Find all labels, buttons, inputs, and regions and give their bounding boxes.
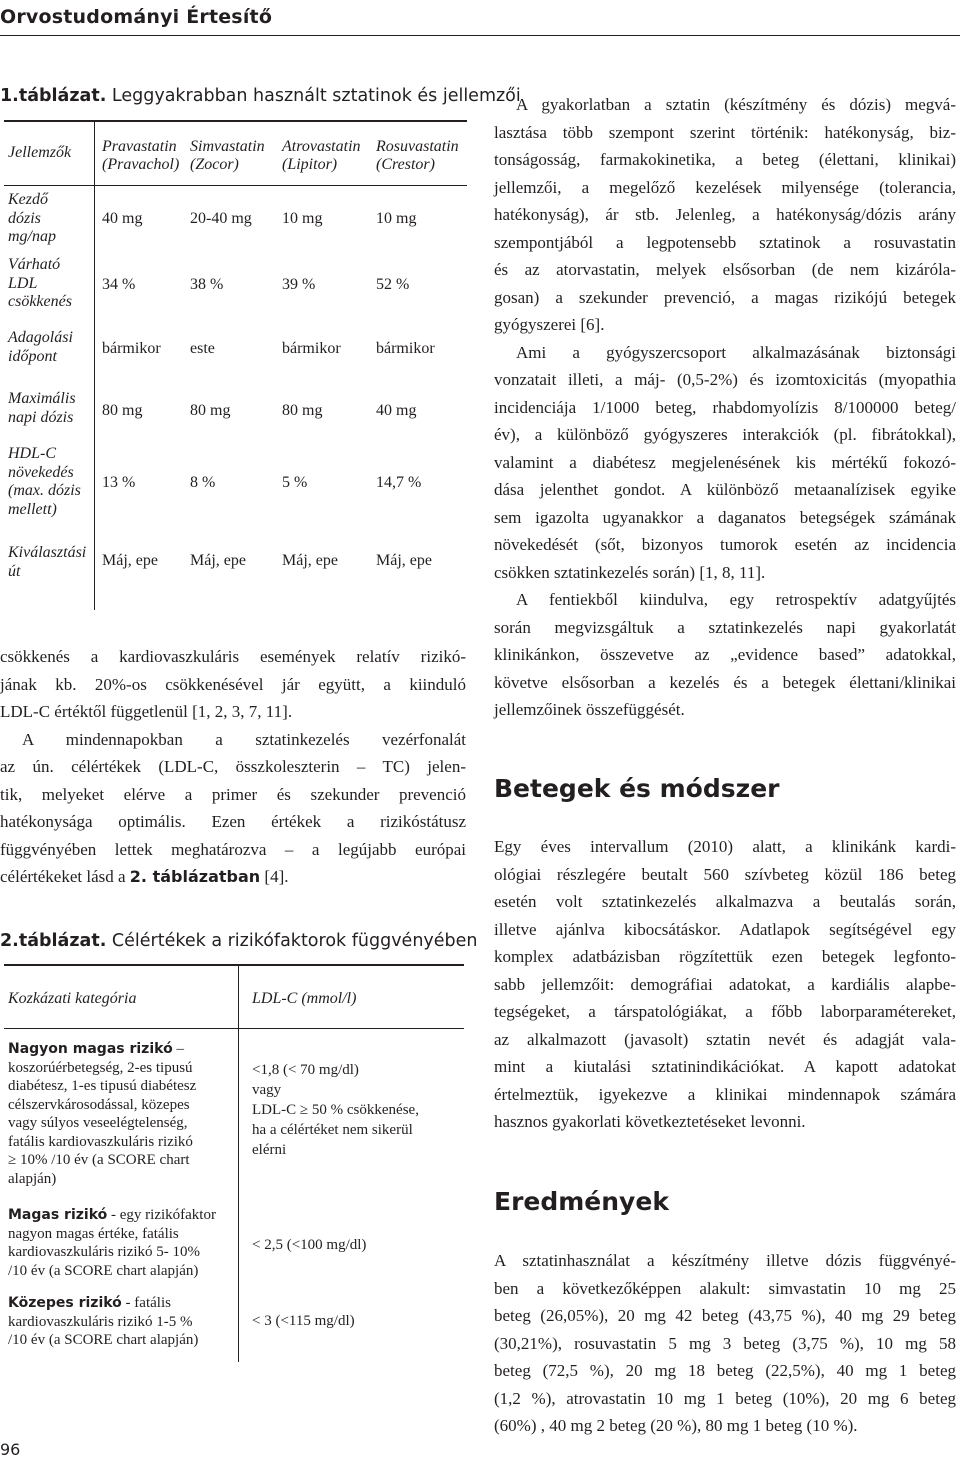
table1-cell: este — [190, 340, 215, 357]
table1-cell: 10 mg — [376, 210, 417, 227]
table1-cell: 40 mg — [102, 210, 143, 227]
table1-cell: 34 % — [102, 276, 136, 293]
table1-header-rule — [4, 185, 467, 186]
table2-header-rule — [4, 1028, 464, 1029]
table1-cell: Máj, epe — [102, 552, 158, 569]
table2-column-divider — [238, 966, 239, 1362]
table2-caption-label: 2.táblázat. — [0, 931, 107, 951]
table1-row-label: Adagolási időpont — [8, 329, 73, 365]
table1-caption-text: Leggyakrabban használt sztatinok és jellemzői — [106, 86, 521, 106]
table2-caption — [0, 931, 478, 951]
table1-row-label: Kezdő dózis mg/nap — [8, 191, 56, 245]
table1-row-label: HDL-C növekedés (max. dózis mellett) — [8, 445, 81, 518]
right-body-methods: Egy éves intervallum (2010) alatt, a klinikánk kardi- ológiai részlegére beutalt 560 szívbeteg közül 186 beteg esetén volt sztatinkezelés alkalmazva a beutalás során, illetve ajánlva kibocsátáskor. Adatlapok segítségével egy komplex adatbázisban rögzítettük ezen betegek legfonto- sabb jellemzőit: demográfiai adatokat, a kardiális alapbe- tegségeket, a társpatológiákat, a főbb laborparamétereket, az alkalmazott (javasolt) sztatin nevét és adagját vala- mint a kiutalási sztatinindikációkat. A kapott adatokat értelmeztük, igyekezve a klinikai mindennapok számára hasznos gyakorlati következtetéseket levonni. — [494, 837, 956, 1131]
table2-value-high: < 2,5 (<100 mg/dl) — [252, 1237, 367, 1253]
table2-col-header-category: Kozkázati kategória — [8, 990, 137, 1007]
section-heading-results: Eredmények — [494, 1187, 669, 1216]
right-body-results: A sztatinhasználat a készítmény illetve dózis függvényé- ben a következőképpen alakult: simvastatin 10 mg 25 beteg (26,05%), 20 mg 42 beteg (43,75 %), 40 mg 29 beteg (30,21%), rosuvastatin 5 mg 3 beteg (3,75 %), 10 mg 58 beteg (72,5 %), 20 mg 18 beteg (22,5%), 40 mg 1 beteg (1,2 %), atrovastatin 10 mg 1 beteg (10%), 20 mg 6 beteg (60%) , 40 mg 2 beteg (20 %), 80 mg 1 beteg (10 %). — [494, 1251, 956, 1435]
table1-cell: 8 % — [190, 474, 216, 491]
table2-category-high: Magas rizikó - egy rizikófaktor nagyon magas értéke, fatális kardiovaszkuláris rizikó 5- 10% /10 év (a SCORE chart alapján) — [8, 1207, 216, 1279]
table2-caption-text: Célértékek a rizikófaktorok függvényében — [106, 931, 478, 951]
table2-category-very-high: Nagyon magas rizikó – koszorúérbetegség, 2-es tipusú diabétesz, 1-es tipusú diabétesz célszervkárosodással, közepes vagy súlyos veseelégtelenség, fatális kardiovaszkuláris rizikó ≥ 10% /10 év (a SCORE chart alapján) — [8, 1041, 197, 1187]
table1-column-divider — [94, 122, 95, 610]
table2-category-medium: Közepes rizikó - fatális kardiovaszkuláris rizikó 1-5 % /10 év (a SCORE chart alapján) — [8, 1295, 199, 1348]
right-body-intro: A gyakorlatban a sztatin (készítmény és dózis) megvá- lasztása több szempont szerint történik: hatékonyság, biz- tonságosság, farmakokinetika, a beteg (élettani, klinikai) jellemzői, a megelőző kezelések milyensége (tolerancia, hatékonyság), ár stb. Jelenleg, a hatékonyság/dózis arány szempontjából a legpotensebb sztatinok a rosuvastatin és az atorvastatin, melyek elsősorban (de nem kizáróla- gosan) a szekunder prevenció, a magas rizikójú betegek gyógyszerei [6]. Ami a gyógyszercsoport alkalmazásának biztonsági vonzatait illeti, a máj- (0,5-2%) és izomtoxicitás (myopathia incidenciája 1/1000 beteg, rhabdomyolízis 8/100000 beteg/ év), a különböző gyógyszeres interakciók (pl. fibrátokkal), valamint a diabétesz megjelenésének kis mértékű fokozó- dása jelenthet gondot. A különböző metaanalízisek egyike sem igazolta ugyanakkor a daganatos betegségek számának növekedését (sőt, bizonyos tumorok esetén az incidencia csökken sztatinkezelés során) [1, 8, 11]. A fentiekből kiindulva, egy retrospektív adatgyűjtés során megvizsgáltuk a sztatinkezelés napi gyakorlatát klinikánkon, összevetve az „evidence based” adatokkal, követve elsősorban a kezelés és a betegek élettani/klinikai jellemzőinek összefüggését. — [494, 95, 956, 719]
page-number: 96 — [0, 1440, 21, 1459]
table1-cell: Máj, epe — [282, 552, 338, 569]
table1-cell: 80 mg — [102, 402, 143, 419]
table1-cell: 10 mg — [282, 210, 323, 227]
table2-value-very-high: <1,8 (< 70 mg/dl) vagy LDL-C ≥ 50 % csökkenése, ha a célértéket nem sikerül elérni — [252, 1062, 419, 1158]
table1-cell: 39 % — [282, 276, 316, 293]
table1-col-header-3: Atrovastatin (Lipitor) — [282, 138, 361, 173]
table1-cell: 38 % — [190, 276, 224, 293]
table1-row-label: Kiválasztási út — [8, 544, 87, 580]
table2-col-header-ldl: LDL-C (mmol/l) — [252, 990, 357, 1007]
table1-row-header: Jellemzők — [8, 144, 72, 161]
table2-top-rule — [4, 964, 464, 966]
table1-top-rule — [4, 120, 467, 122]
table1-row-label: Várható LDL csökkenés — [8, 256, 72, 310]
header-rule — [0, 35, 960, 36]
table1-cell: 13 % — [102, 474, 136, 491]
left-body-paragraph: csökkenés a kardiovaszkuláris események relatív rizikó- jának kb. 20%-os csökkenésével jár együtt, a kiinduló LDL-C értéktől függetlenül [1, 2, 3, 7, 11]. A mindennapokban a sztatinkezelés vezérfonalát az ún. célértékek (LDL-C, összkoleszterin – TC) jelen- tik, melyeket elérve a primer és szekunder prevenció hatékonysága optimális. Ezen értékek a rizikóstátusz függvényében lettek meghatározva – a legújabb európai célértékeket lásd a 2. táblázatban [4]. — [0, 647, 466, 886]
table1-row-label: Maximális napi dózis — [8, 390, 76, 426]
table1-cell: 5 % — [282, 474, 308, 491]
table1-cell: bármikor — [102, 340, 161, 357]
table1-col-header-2: Simvastatin (Zocor) — [190, 138, 265, 173]
table1-cell: Máj, epe — [376, 552, 432, 569]
table2-value-medium: < 3 (<115 mg/dl) — [252, 1313, 355, 1329]
table1-cell: 80 mg — [190, 402, 231, 419]
table1-cell: 20-40 mg — [190, 210, 252, 227]
table1-col-header-1: Pravastatin (Pravachol) — [102, 138, 180, 173]
table1-cell: Máj, epe — [190, 552, 246, 569]
table1-col-header-4: Rosuvastatin (Crestor) — [376, 138, 459, 173]
journal-title: Orvostudományi Értesítő — [0, 6, 273, 28]
table1-cell: bármikor — [376, 340, 435, 357]
table1-caption — [0, 86, 521, 106]
section-heading-methods: Betegek és módszer — [494, 774, 780, 803]
table1-cell: 14,7 % — [376, 474, 422, 491]
table1-caption-label: 1.táblázat. — [0, 86, 107, 106]
table1-cell: 40 mg — [376, 402, 417, 419]
table1-cell: 80 mg — [282, 402, 323, 419]
table1-cell: 52 % — [376, 276, 410, 293]
table1-cell: bármikor — [282, 340, 341, 357]
